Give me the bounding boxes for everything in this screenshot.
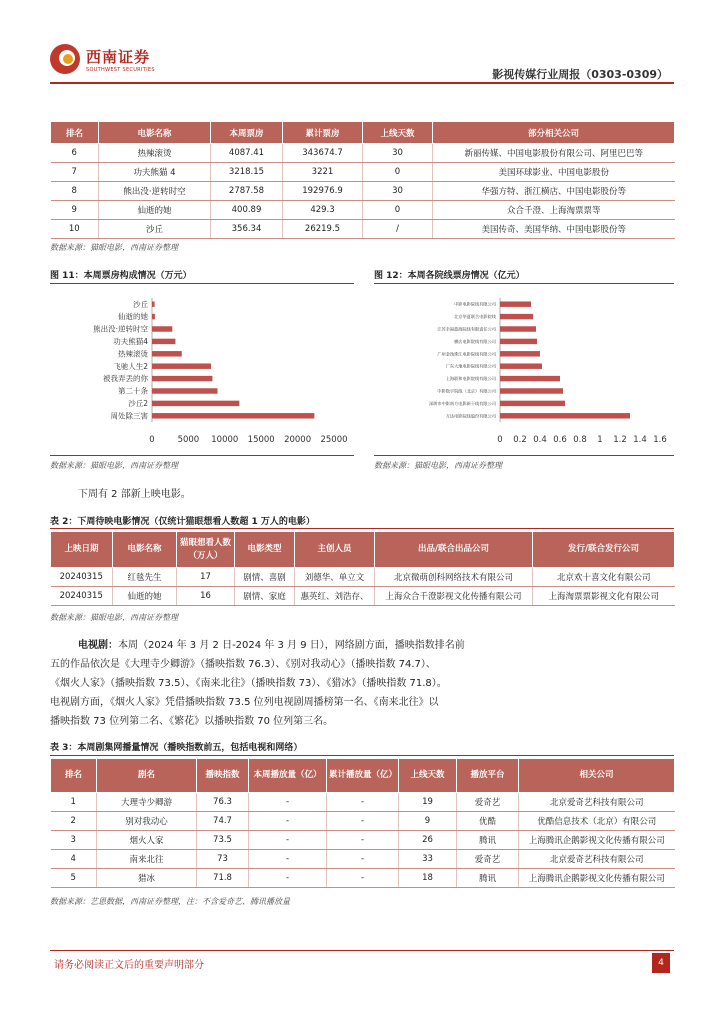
table-cell: 7 <box>51 163 99 182</box>
table-row <box>51 869 675 888</box>
table-cell: 9 <box>399 812 457 831</box>
upcoming-movies-note: 下周有 2 部新上映电影。 <box>78 489 191 500</box>
table-header-row <box>51 759 675 793</box>
x-tick-label: 0.2 <box>513 435 527 445</box>
fig11-source: 数据来源：猫眼电影，西南证券整理 <box>50 461 178 470</box>
table-cell: - <box>327 812 399 831</box>
table-cell: 1 <box>51 793 97 812</box>
table-cell: 北京欢十喜文化有限公司 <box>533 568 675 587</box>
column-header: 累计票房 <box>283 122 363 144</box>
table-cell: - <box>249 850 327 869</box>
table-cell: 爱奇艺 <box>457 850 519 869</box>
category-label: 飞驰人生2 <box>113 361 148 371</box>
table3-caption-divider <box>50 755 674 756</box>
fig11-caption-divider <box>50 283 354 284</box>
summary-line: 电视剧方面，《烟火人家》凭借播映指数 73.5 位列电视剧周播榜第一名、《南来北往》以 <box>50 697 439 708</box>
chart-bar <box>152 363 211 368</box>
table-row <box>51 568 675 587</box>
category-label: 沙丘 <box>133 299 148 309</box>
chart-bar <box>500 326 536 331</box>
table-row <box>51 220 675 239</box>
table2-source: 数据来源：猫眼电影，西南证券整理 <box>50 613 178 622</box>
column-header: 上线天数 <box>399 759 457 793</box>
column-header: 上映日期 <box>51 532 113 568</box>
table-cell: 热辣滚烫 <box>99 144 211 163</box>
table-cell: 356.34 <box>211 220 283 239</box>
column-header: 本周播放量（亿） <box>249 759 327 793</box>
category-label: 横店电影院线有限公司 <box>454 338 496 344</box>
table-cell: 18 <box>399 869 457 888</box>
table-cell: 刘德华、单立文 <box>295 568 375 587</box>
table1-source: 数据来源：猫眼电影，西南证券整理 <box>50 243 178 252</box>
table-cell: 71.8 <box>197 869 249 888</box>
summary-line: 五的作品依次是《大理寺少卿游》（播映指数 76.3）、《别对我动心》（播映指数 74.7）、 <box>50 659 436 670</box>
category-label: 被我弄丢的你 <box>103 374 148 384</box>
logo-emblem-icon <box>50 44 80 74</box>
x-tick-label: 0 <box>497 435 503 445</box>
x-tick-label: 0.6 <box>553 435 567 445</box>
chart-bar <box>500 339 537 344</box>
table-cell: 8 <box>51 182 99 201</box>
fig11-caption: 图 11：本周票房构成情况（万元） <box>50 271 192 281</box>
table-cell: 猎冰 <box>97 869 197 888</box>
table3-source: 数据来源：艺恩数据，西南证券整理，注：不含爱奇艺、腾讯播放量 <box>50 897 290 906</box>
table-cell: 剧情、喜剧 <box>235 568 295 587</box>
table-cell: 沙丘 <box>99 220 211 239</box>
x-tick-label: 5000 <box>177 435 200 445</box>
x-tick-label: 15000 <box>247 435 275 445</box>
table-cell: 3 <box>51 831 97 850</box>
column-header: 相关公司 <box>519 759 675 793</box>
table-row <box>51 793 675 812</box>
table-cell: - <box>327 793 399 812</box>
chart-bar <box>152 326 172 331</box>
table-cell: 20240315 <box>51 587 113 606</box>
column-header: 累计播放量（亿） <box>327 759 399 793</box>
table-cell: 10 <box>51 220 99 239</box>
category-label: 万达电影院线股份有限公司 <box>445 413 496 419</box>
table-cell: 0 <box>363 201 433 220</box>
chart-bar <box>500 363 542 368</box>
table-cell: 剧情、家庭 <box>235 587 295 606</box>
category-label: 上海联和电影院线有限公司 <box>445 376 496 382</box>
summary-line: 《烟火人家》（播映指数 73.5）、《南来北往》（播映指数 73）、《猎冰》（播映指数 71.8）。 <box>50 678 447 689</box>
table-cell: - <box>249 869 327 888</box>
table-cell: 大理寺少卿游 <box>97 793 197 812</box>
table-cell: 17 <box>177 568 235 587</box>
column-header: 出品/联合出品公司 <box>375 532 533 568</box>
table-cell: 仙逝的她 <box>113 587 177 606</box>
x-tick-label: 1.2 <box>613 435 627 445</box>
table-cell: 73 <box>197 850 249 869</box>
table-cell: 9 <box>51 201 99 220</box>
table-cell: 400.89 <box>211 201 283 220</box>
chart-bar <box>500 351 540 356</box>
table-cell: 仙逝的她 <box>99 201 211 220</box>
column-header: 猫眼想看人数（万人） <box>177 532 235 568</box>
footer-divider <box>50 950 674 951</box>
table-cell: 上海腾讯企鹅影视文化传播有限公司 <box>519 869 675 888</box>
chart-bar <box>500 388 563 393</box>
table-cell: - <box>327 869 399 888</box>
table-cell: 红毯先生 <box>113 568 177 587</box>
table-cell: 别对我动心 <box>97 812 197 831</box>
category-label: 广州金逸珠江电影院线有限公司 <box>437 351 496 357</box>
column-header: 发行/联合发行公司 <box>533 532 675 568</box>
table-row <box>51 850 675 869</box>
table-row <box>51 144 675 163</box>
column-header: 主创人员 <box>295 532 375 568</box>
table-cell: 6 <box>51 144 99 163</box>
table-cell: 北京爱奇艺科技有限公司 <box>519 850 675 869</box>
table-cell: 73.5 <box>197 831 249 850</box>
summary-line: 本周（2024 年 3 月 2 日-2024 年 3 月 9 日），网络剧方面，播映指数排名前 <box>118 640 465 651</box>
table-cell: 30 <box>363 182 433 201</box>
tv-drama-lead: 电视剧： <box>78 640 118 651</box>
table-cell: 美国环球影业、中国电影股份 <box>433 163 675 182</box>
table-cell: 美国传奇、美国华纳、中国电影股份等 <box>433 220 675 239</box>
table2-caption: 表 2：下周待映电影情况（仅统计猫眼想看人数超 1 万人的电影） <box>50 517 315 527</box>
table-cell: 北京爱奇艺科技有限公司 <box>519 793 675 812</box>
category-label: 第二十条 <box>118 386 148 396</box>
table-cell: 上海众合千澄影视文化传播有限公司 <box>375 587 533 606</box>
table-header-row <box>51 532 675 568</box>
chart-bar <box>152 376 212 381</box>
chart-bar <box>152 388 218 393</box>
table-cell: 2 <box>51 812 97 831</box>
table-cell: 429.3 <box>283 201 363 220</box>
table-cell: 5 <box>51 869 97 888</box>
chart-bar <box>500 413 630 418</box>
table3-caption: 表 3：本周剧集网播量情况（播映指数前五，包括电视和网络） <box>50 743 303 753</box>
logo-chinese-name: 西南证券 <box>86 47 151 66</box>
table-cell: 腾讯 <box>457 831 519 850</box>
category-label: 热辣滚烫 <box>118 349 148 359</box>
category-label: 中影电影院线有限公司 <box>454 301 496 307</box>
box-office-composition-chart <box>50 288 354 454</box>
table-cell: - <box>249 793 327 812</box>
category-label: 周处除三害 <box>110 411 148 421</box>
upcoming-movies-table <box>50 531 675 606</box>
table-cell: 16 <box>177 587 235 606</box>
table-cell: 74.7 <box>197 812 249 831</box>
column-header: 播放平台 <box>457 759 519 793</box>
column-header: 排名 <box>51 122 99 144</box>
category-label: 中影数字院线（北京）有限公司 <box>437 388 496 394</box>
table-cell: 4087.41 <box>211 144 283 163</box>
table-cell: 众合千澄、上海淘票票等 <box>433 201 675 220</box>
fig12-caption-divider <box>374 283 674 284</box>
column-header: 电影名称 <box>113 532 177 568</box>
summary-line: 播映指数 73 位列第二名、《繁花》以播映指数 70 位列第三名。 <box>50 716 334 727</box>
box-office-table <box>50 121 675 239</box>
chart-bar <box>152 301 155 306</box>
fig12-caption: 图 12：本周各院线票房情况（亿元） <box>374 271 525 281</box>
category-label: 熊出没·逆转时空 <box>93 324 148 334</box>
table-cell: 优酷信息技术（北京）有限公司 <box>519 812 675 831</box>
chart-bar <box>152 351 182 356</box>
chart-bar <box>152 401 239 406</box>
table-cell: 20240315 <box>51 568 113 587</box>
table-cell: 上海腾讯企鹅影视文化传播有限公司 <box>519 831 675 850</box>
table-cell: 4 <box>51 850 97 869</box>
column-header: 本周票房 <box>211 122 283 144</box>
drama-ratings-table <box>50 758 675 888</box>
x-tick-label: 1.4 <box>633 435 647 445</box>
column-header: 上线天数 <box>363 122 433 144</box>
page-number: 4 <box>652 953 670 973</box>
table2-caption-divider <box>50 528 674 529</box>
category-label: 仙逝的她 <box>118 312 148 322</box>
table-cell: 343674.7 <box>283 144 363 163</box>
cinema-chain-box-office-chart <box>374 288 674 454</box>
table-cell: 北京微萌创科网络技术有限公司 <box>375 568 533 587</box>
company-logo <box>50 44 155 74</box>
category-label: 沙丘2 <box>128 399 148 409</box>
table-cell: 功夫熊猫 4 <box>99 163 211 182</box>
table-cell: 爱奇艺 <box>457 793 519 812</box>
table-cell: 新丽传媒、中国电影股份有限公司、阿里巴巴等 <box>433 144 675 163</box>
fig12-source: 数据来源：猫眼电影，西南证券整理 <box>374 461 502 470</box>
table-cell: 3221 <box>283 163 363 182</box>
table-cell: 26219.5 <box>283 220 363 239</box>
table-cell: 烟火人家 <box>97 831 197 850</box>
column-header: 部分相关公司 <box>433 122 675 144</box>
report-title: 影视传媒行业周报（0303-0309） <box>492 68 668 81</box>
table-cell: 3218.15 <box>211 163 283 182</box>
x-tick-label: 1.6 <box>653 435 667 445</box>
table-cell: 19 <box>399 793 457 812</box>
table-row <box>51 831 675 850</box>
chart-bar <box>500 301 531 306</box>
table-row <box>51 163 675 182</box>
table-cell: 26 <box>399 831 457 850</box>
column-header: 排名 <box>51 759 97 793</box>
tv-drama-summary <box>50 636 674 731</box>
table-cell: - <box>249 812 327 831</box>
column-header: 播映指数 <box>197 759 249 793</box>
table-row <box>51 812 675 831</box>
logo-english-name: SOUTHWEST SECURITIES <box>86 66 155 73</box>
table-cell: 熊出没·逆转时空 <box>99 182 211 201</box>
chart-bar <box>500 401 565 406</box>
category-label: 深圳市中影南方电影新干线有限公司 <box>428 400 496 406</box>
x-tick-label: 0 <box>149 435 155 445</box>
table-cell: 优酷 <box>457 812 519 831</box>
column-header: 剧名 <box>97 759 197 793</box>
chart-bar <box>152 314 155 319</box>
x-tick-label: 10000 <box>211 435 239 445</box>
x-tick-label: 0.4 <box>533 435 547 445</box>
table-row <box>51 182 675 201</box>
table-cell: - <box>249 831 327 850</box>
table-cell: - <box>327 850 399 869</box>
fig12-bottom-divider <box>374 455 674 456</box>
chart-bar <box>152 413 314 418</box>
category-label: 北京华夏联合电影院线 <box>454 314 496 320</box>
table-row <box>51 587 675 606</box>
chart-bar <box>152 339 175 344</box>
chart-bar <box>500 376 560 381</box>
category-label: 广东大地电影院线有限公司 <box>445 363 496 369</box>
table-cell: 南来北往 <box>97 850 197 869</box>
category-label: 功夫熊猫4 <box>113 337 148 347</box>
disclaimer-note: 请务必阅读正文后的重要声明部分 <box>54 960 204 971</box>
header-divider <box>50 82 674 84</box>
table-cell: 76.3 <box>197 793 249 812</box>
table-cell: 华强方特、浙江横店、中国电影股份等 <box>433 182 675 201</box>
x-tick-label: 20000 <box>284 435 312 445</box>
x-tick-label: 25000 <box>320 435 348 445</box>
table-cell: 0 <box>363 163 433 182</box>
table-cell: / <box>363 220 433 239</box>
table-cell: 惠英红、刘浩存、 <box>295 587 375 606</box>
table-header-row <box>51 122 675 144</box>
table-row <box>51 201 675 220</box>
table-cell: - <box>327 831 399 850</box>
x-tick-label: 1 <box>597 435 603 445</box>
fig11-bottom-divider <box>50 455 354 456</box>
chart-bar <box>500 314 533 319</box>
table-cell: 腾讯 <box>457 869 519 888</box>
column-header: 电影类型 <box>235 532 295 568</box>
x-tick-label: 0.8 <box>573 435 587 445</box>
column-header: 电影名称 <box>99 122 211 144</box>
table-cell: 192976.9 <box>283 182 363 201</box>
table-cell: 上海淘票票影视文化有限公司 <box>533 587 675 606</box>
category-label: 江苏幸福蓝海院线有限责任公司 <box>437 326 496 332</box>
table-cell: 2787.58 <box>211 182 283 201</box>
table-cell: 30 <box>363 144 433 163</box>
table-cell: 33 <box>399 850 457 869</box>
